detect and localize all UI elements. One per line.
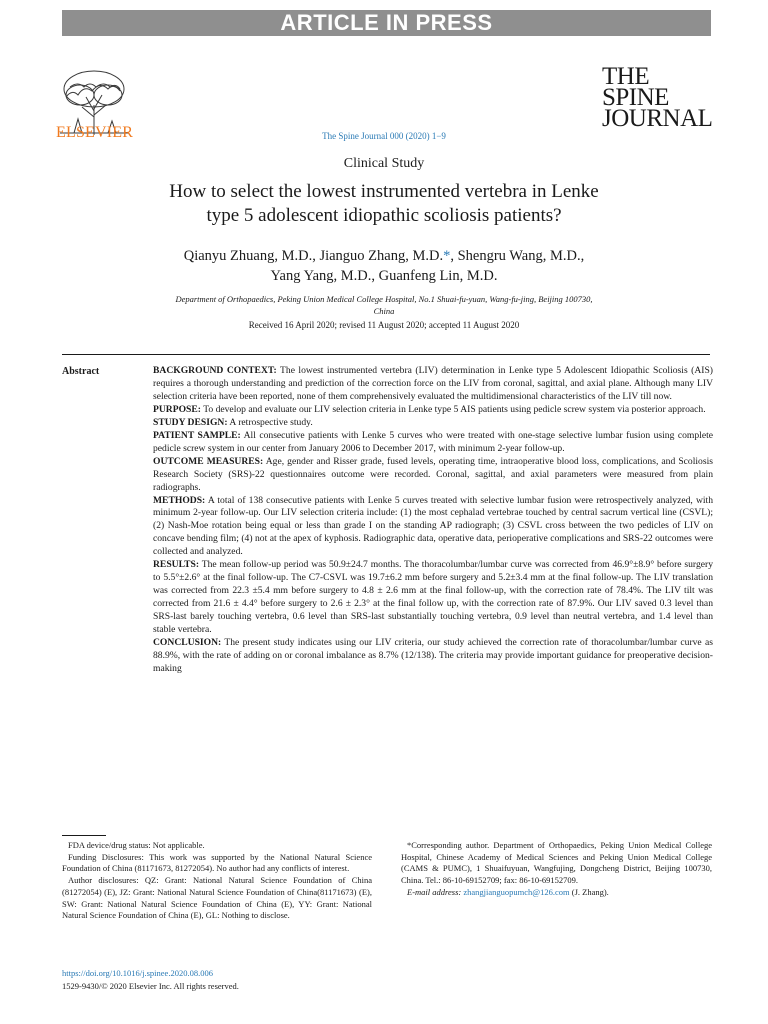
abstract-section xyxy=(153,456,713,495)
authors-line-2: Yang Yang, M.D., Guanfeng Lin, M.D. xyxy=(270,268,498,284)
footnotes-right xyxy=(401,840,712,899)
journal-reference[interactable]: The Spine Journal 000 (2020) 1−9 xyxy=(322,131,446,141)
abstract-body xyxy=(153,365,713,676)
title-line-2: type 5 adolescent idiopathic scoliosis patients? xyxy=(206,205,562,226)
abstract-section xyxy=(153,559,713,637)
abstract-section xyxy=(153,430,713,456)
received-dates: Received 16 April 2020; revised 11 August 2020; accepted 11 August 2020 xyxy=(248,320,520,330)
affiliation-line-2: China xyxy=(373,306,395,316)
abstract-heading: BACKGROUND CONTEXT: xyxy=(153,365,277,376)
abstract-text: The mean follow-up period was 50.9±24.7 months. The thoracolumbar/lumbar curve was corrected from 46.9°±8.9° before surgery to 5.5°±2.6° at the final follow-up. The C7-CSVL was 19.7±6.2 mm before surgery and 5.2±3.4 mm at the final follow-up. The LIV translation was corrected from 22.3 ±5.4 mm before surgery to 4.8 ± 2.6 mm at the final follow-up, with the correction rate of 78.4%. The LIV tilt was corrected from 21.6 ± 4.4° before surgery to 2.6 ± 2.3° at the final follow up, with the correction rate of 87.9%. Our LIV saved 0.3 level than SRS-last barely touching vertebra, 0.6 level than SRS-last substantially touching vertebra, 0.9 level than neutral vertebra, and 1.4 level than stable vertebra. xyxy=(153,559,713,636)
footnote: Funding Disclosures: This work was supported by the National Natural Science Foundation of China (81171673, 81272054). No author had any conflicts of interest. xyxy=(62,851,372,874)
spine-journal-logo xyxy=(602,63,713,132)
footnote: Author disclosures: QZ: Grant: National Natural Science Foundation of China (81272054) (E), JZ: Grant: National Natural Science Foundation of China(81171673) (E), SW: Grant: National Natural Science Foundation of China (E), YY: Grant: National Natural Science Foundation of China (E), GL: Nothing to disclose. xyxy=(62,875,372,921)
email-link[interactable]: zhangjianguopumch@126.com xyxy=(463,886,570,897)
email-line xyxy=(401,887,712,899)
article-title xyxy=(100,180,668,228)
email-suffix: (J. Zhang). xyxy=(569,886,609,897)
abstract-section xyxy=(153,365,713,404)
abstract-label: Abstract xyxy=(62,366,100,377)
abstract-heading: PATIENT SAMPLE: xyxy=(153,429,241,441)
article-in-press-banner: ARTICLE IN PRESS xyxy=(62,10,711,36)
article-section: Clinical Study xyxy=(343,156,425,171)
authors-part-b: , Shengru Wang, M.D., xyxy=(450,248,585,264)
abstract-text: The lowest instrumented vertebra (LIV) determination in Lenke type 5 Adolescent Idiopathic Scoliosis (AIS) requires a thorough understanding and prediction of the correction force on the LIV from coronal, sagittal, and axial plane. Although many LIV selection criteria have been reported, none of them comprehensively evaluated the multidimensional characteristics of the LIV till now. xyxy=(153,365,713,402)
logo-line-journal: JOURNAL xyxy=(602,105,713,132)
corresponding-author-link[interactable]: * xyxy=(443,248,451,264)
logo-line-the: THE xyxy=(602,63,650,90)
authors-part-a: Qianyu Zhuang, M.D., Jianguo Zhang, M.D. xyxy=(183,248,444,264)
logo-line-spine: SPINE xyxy=(602,84,669,111)
abstract-text: Age, gender and Risser grade, fused levels, operating time, intraoperative blood loss, complications, and Scoliosis Research Society (SRS)-22 questionnaires outcome were recorded. Coronal, sagittal, and axial parameters were measured from plain radiographs. xyxy=(153,455,713,493)
abstract-section xyxy=(153,637,713,676)
abstract-text: All consecutive patients with Lenke 5 curves who were treated with one-stage selective lumbar fusion using complete pedicle screw system in our center from January 2006 to December 2017, with minimum 2-year follow-up. xyxy=(153,429,713,454)
doi-link[interactable]: https://doi.org/10.1016/j.spinee.2020.08.006 xyxy=(62,968,213,978)
abstract-text: To develop and evaluate our LIV selection criteria in Lenke type 5 AIS patients using pedicle screw system via posterior approach. xyxy=(200,403,706,415)
corresponding-author-note: *Corresponding author. Department of Orthopaedics, Peking Union Medical College Hospital, Chinese Academy of Medical Sciences and Peking Union Medical College (CAMS & PUMC), 1 Shuaifuyuan, Wangfujing, Dongcheng District, Beijing 100730, China. Tel.: 86-10-69152709; fax: 86-10-69152709. xyxy=(401,840,712,886)
elsevier-wordmark: ELSEVIER xyxy=(56,124,134,141)
footnote-rule xyxy=(62,835,106,836)
abstract-heading: OUTCOME MEASURES: xyxy=(153,455,264,467)
author-list xyxy=(100,246,668,286)
footnotes-left xyxy=(62,840,372,922)
abstract-heading: STUDY DESIGN: xyxy=(153,416,228,428)
abstract-section xyxy=(153,404,713,417)
abstract-heading: METHODS: xyxy=(153,494,206,506)
email-label: E-mail address: xyxy=(407,886,462,897)
abstract-text: The present study indicates using our LIV criteria, our study achieved the correction rate of thoracolumbar/lumbar curve as 88.9%, with the rate of adding on or coronal imbalance as 8.7% (12/138). The criteria may provide important guidance for preoperative decision-making xyxy=(153,637,713,674)
footnote: FDA device/drug status: Not applicable. xyxy=(68,840,205,850)
abstract-heading: PURPOSE: xyxy=(153,403,201,415)
copyright: 1529-9430/© 2020 Elsevier Inc. All rights reserved. xyxy=(62,981,239,991)
abstract-text: A total of 138 consecutive patients with Lenke 5 curves treated with selective lumbar fusion were retrospectively analyzed, with minimum 2-year follow-up. Our LIV selection criteria include: (1) the most cephalad vertebrae touched by central sacrum vertical line (CSVL); (2) Nash-Moe rotation being equal or less than grade I on the standing AP radiograph; (3) CSVL cross between the two pedicles of LIV on concave bending film; (4) not at the apex of kyphosis. Radiographic data, operative data, perioperative complications and SRS-22 outcomes were collected and analyzed. xyxy=(153,494,713,558)
abstract-heading: CONCLUSION: xyxy=(153,637,222,649)
affiliation xyxy=(110,293,658,317)
abstract-section xyxy=(153,495,713,560)
abstract-text: A retrospective study. xyxy=(227,416,313,428)
affiliation-line-1: Department of Orthopaedics, Peking Union Medical College Hospital, No.1 Shuai-fu-yuan, Wang-fu-jing, Beijing 100730, xyxy=(175,294,593,304)
title-line-1: How to select the lowest instrumented vertebra in Lenke xyxy=(169,181,599,202)
abstract-heading: RESULTS: xyxy=(153,559,200,571)
abstract-top-rule xyxy=(62,354,710,355)
abstract-section xyxy=(153,417,713,430)
